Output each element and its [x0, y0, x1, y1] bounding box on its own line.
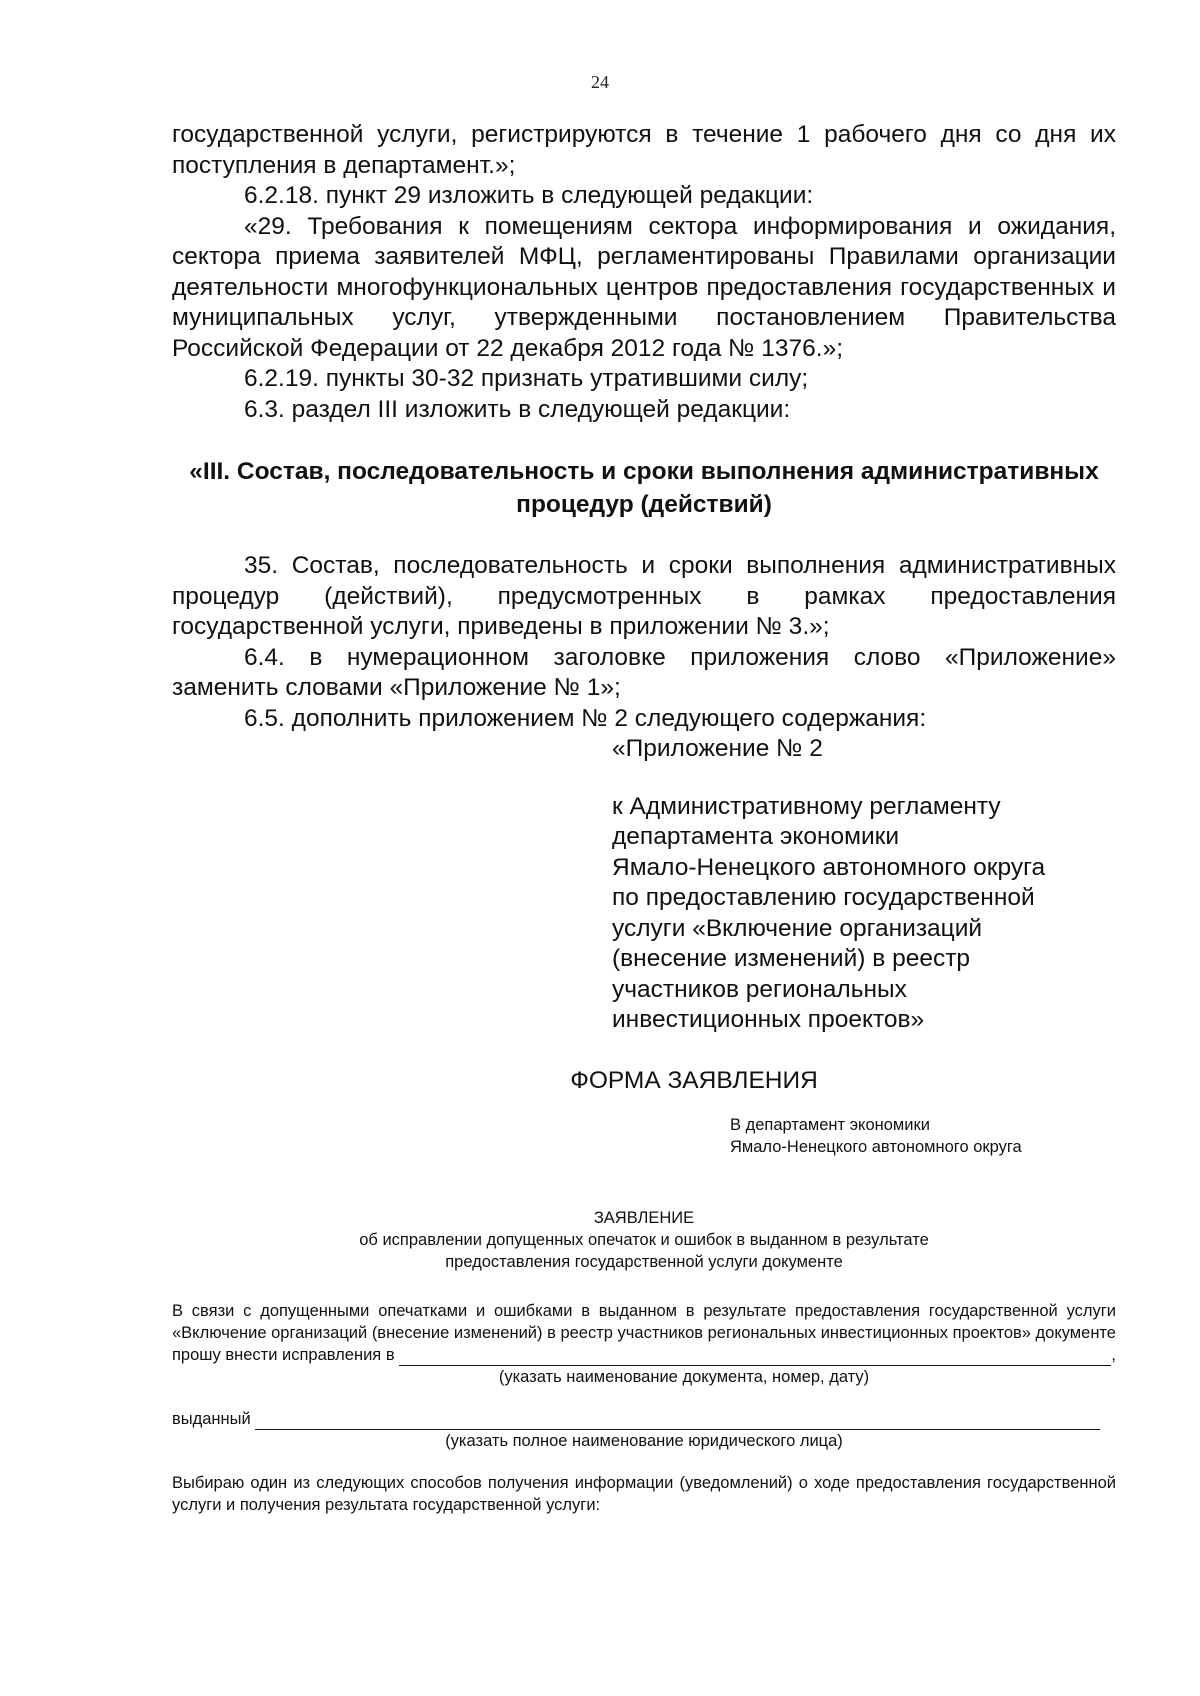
- appendix-line: Ямало-Ненецкого автономного округа: [612, 853, 1046, 881]
- appendix-line: департамента экономики: [612, 823, 900, 850]
- addressee-line: Ямало-Ненецкого автономного округа: [730, 1138, 1022, 1156]
- paragraph-item-29: «29. Требования к помещениям сектора информирования и ожидания, сектора приема заявителей МФЦ, регламентированы Правилами организации деятельности многофункциональных центров предоставления государственных и муниципальных услуг, утвержденными постановлением Правительства Российской Федерации от 22 декабря 2012 года № 1376.»;: [172, 212, 1116, 362]
- request-caption: (указать наименование документа, номер, дату): [498, 1368, 870, 1386]
- paragraph-6-4: 6.4. в нумерационном заголовке приложения слово «Приложение» заменить словами «Приложение № 1»;: [172, 643, 1116, 701]
- method-text: Выбираю один из следующих способов получения информации (уведомлений) о ходе предоставления государственной услуги и получения результата государственной услуги:: [172, 1474, 1116, 1514]
- section-heading: «III. Состав, последовательность и сроки выполнения административных процедур (действий): [189, 458, 1099, 518]
- statement-intro: В связи с допущенными опечатками и ошибками в выданном в результате предоставления государственной услуги «Включение организаций (внесение изменений) в реестр участников региональных инвестиционных проектов» документе: [172, 1302, 1116, 1342]
- appendix-caption: [612, 792, 1116, 1036]
- paragraph-item-35: 35. Состав, последовательность и сроки выполнения административных процедур (действий), предусмотренных в рамках предоставления государственной услуги, приведены в приложении № 3.»;: [172, 552, 1116, 640]
- page-number: 24: [591, 72, 609, 92]
- issued-label: выданный: [172, 1410, 251, 1428]
- paragraph-6-5: 6.5. дополнить приложением № 2 следующего содержания:: [244, 704, 927, 732]
- appendix-line: инвестиционных проектов»: [612, 1006, 925, 1033]
- issued-entity-field[interactable]: [255, 1411, 1100, 1430]
- addressee-block: [730, 1114, 1130, 1158]
- issued-caption: (указать полное наименование юридического лица): [445, 1432, 843, 1450]
- appendix-line: услуги «Включение организаций: [612, 914, 983, 942]
- paragraph-6-2-19: 6.2.19. пункты 30-32 признать утратившими силу;: [244, 365, 809, 392]
- appendix-line: по предоставлению государственной: [612, 884, 1035, 911]
- appendix-line: к Административному регламенту: [612, 792, 1001, 820]
- statement-subtitle: об исправлении допущенных опечаток и ошибок в выданном в результате: [359, 1231, 929, 1249]
- issued-row: [172, 1408, 1116, 1430]
- request-document-field[interactable]: [399, 1347, 1112, 1366]
- paragraph-6-2-18: 6.2.18. пункт 29 изложить в следующей редакции:: [244, 182, 814, 209]
- statement-heading: [172, 1207, 1116, 1273]
- form-title: ФОРМА ЗАЯВЛЕНИЯ: [570, 1066, 818, 1094]
- document-body: [172, 120, 1116, 1096]
- statement-body: [172, 1300, 1116, 1516]
- paragraph-continuation: государственной услуги, регистрируются в течение 1 рабочего дня со дня их поступления в департамент.»;: [172, 121, 1116, 179]
- statement-subtitle: предоставления государственной услуги документе: [445, 1253, 843, 1271]
- appendix-line: участников региональных: [612, 975, 907, 1003]
- statement-title: ЗАЯВЛЕНИЕ: [593, 1209, 695, 1227]
- request-label: прошу внести исправления в: [172, 1346, 395, 1364]
- appendix-line: (внесение изменений) в реестр: [612, 945, 971, 972]
- request-row: [172, 1344, 1116, 1366]
- addressee-line: В департамент экономики: [730, 1116, 930, 1134]
- paragraph-6-3: 6.3. раздел III изложить в следующей редакции:: [244, 395, 791, 423]
- request-end: ,: [1111, 1346, 1116, 1364]
- appendix-title: «Приложение № 2: [612, 735, 823, 762]
